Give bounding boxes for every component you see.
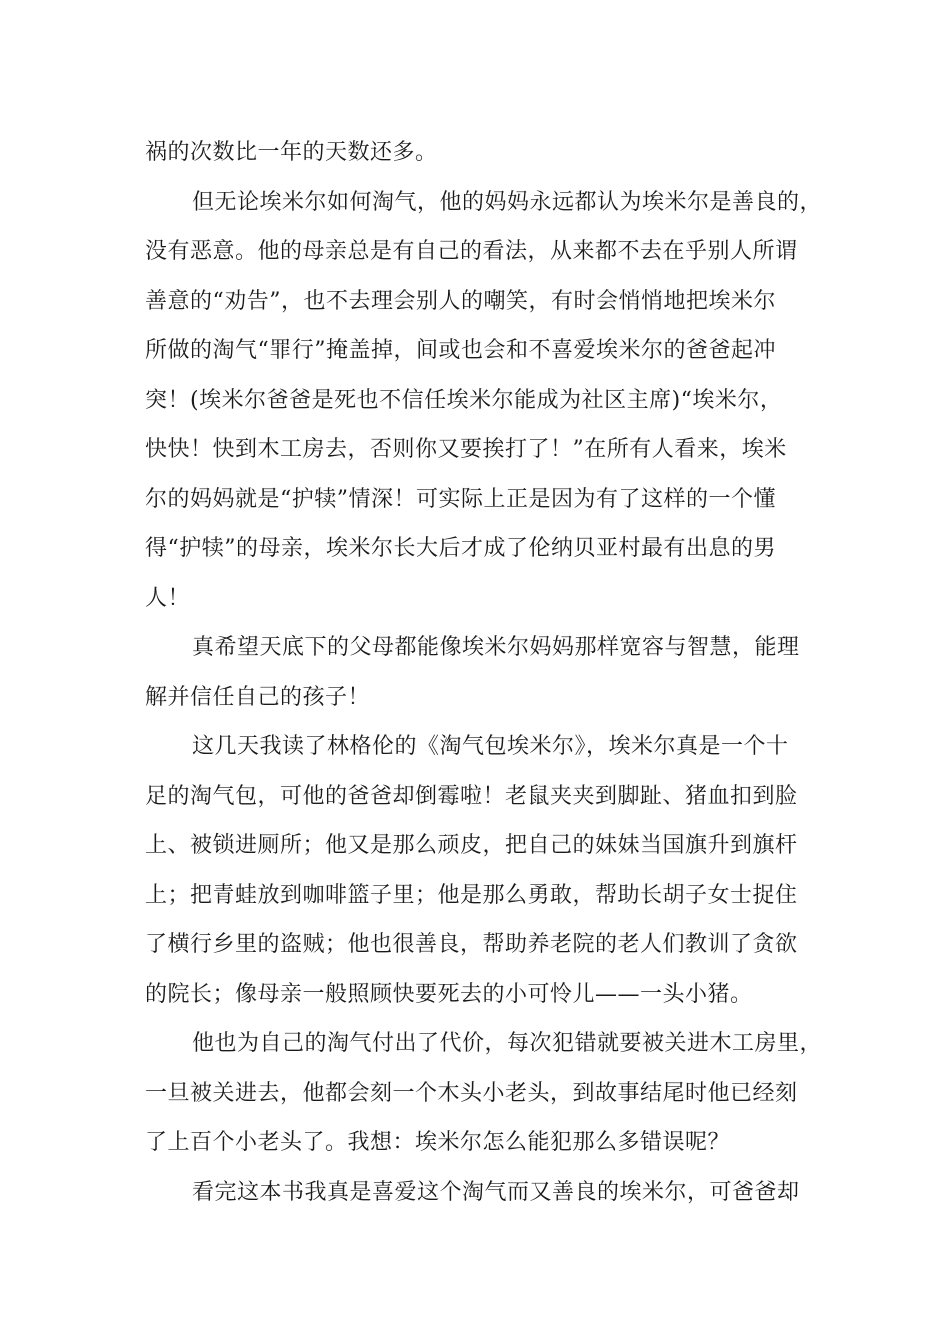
text-line: 真希望天底下的父母都能像埃米尔妈妈那样宽容与智慧，能理: [192, 635, 800, 660]
text-line: 上、被锁进厕所；他又是那么顽皮，把自己的妹妹当国旗升到旗杆: [145, 833, 798, 858]
text-line: 上；把青蛙放到咖啡篮子里；他是那么勇敢，帮助长胡子女士捉住: [145, 882, 798, 908]
text-line: 足的淘气包，可他的爸爸却倒霉啦！老鼠夹夹到脚趾、猪血扣到脸: [145, 783, 798, 809]
text-line: 善意的“劝告”，也不去理会别人的嘲笑，有时会悄悄地把埃米尔: [145, 288, 776, 314]
text-line: 看完这本书我真是喜爱这个淘气而又善良的埃米尔，可爸爸却: [192, 1179, 800, 1205]
text-line: 解并信任自己的孩子！: [145, 684, 371, 710]
text-line: 祸的次数比一年的天数还多。: [145, 140, 438, 165]
text-line: 人！: [145, 585, 191, 611]
body-text: [145, 128, 823, 1217]
text-line: 这几天我读了林格伦的《淘气包埃米尔》，埃米尔真是一个十: [192, 734, 789, 759]
text-line: 突！(埃米尔爸爸是死也不信任埃米尔能成为社区主席)“埃米尔，: [145, 387, 783, 413]
text-line: 他也为自己的淘气付出了代价，每次犯错就要被关进木工房里，: [192, 1031, 823, 1056]
text-line: 一旦被关进去，他都会刻一个木头小老头，到故事结尾时他已经刻: [145, 1080, 798, 1106]
text-line: 没有恶意。他的母亲总是有自己的看法，从来都不去在乎别人所谓: [145, 239, 798, 264]
text-line: 快快！快到木工房去，否则你又要挨打了！”在所有人看来，埃米: [145, 437, 787, 462]
text-line: 尔的妈妈就是“护犊”情深！可实际上正是因为有了这样的一个懂: [145, 486, 776, 512]
text-line: 得“护犊”的母亲，埃米尔长大后才成了伦纳贝亚村最有出息的男: [145, 536, 776, 561]
text-line: 了上百个小老头了。我想：埃米尔怎么能犯那么多错误呢？: [145, 1130, 731, 1155]
text-line: 所做的淘气“罪行”掩盖掉，间或也会和不喜爱埃米尔的爸爸起冲: [145, 338, 776, 363]
text-line: 了横行乡里的盗贼；他也很善良，帮助养老院的老人们教训了贪欲: [145, 932, 798, 957]
text-line: 的院长；像母亲一般照顾快要死去的小可怜儿——一头小猪。: [145, 981, 753, 1007]
text-line: 但无论埃米尔如何淘气，他的妈妈永远都认为埃米尔是善良的，: [192, 189, 823, 215]
